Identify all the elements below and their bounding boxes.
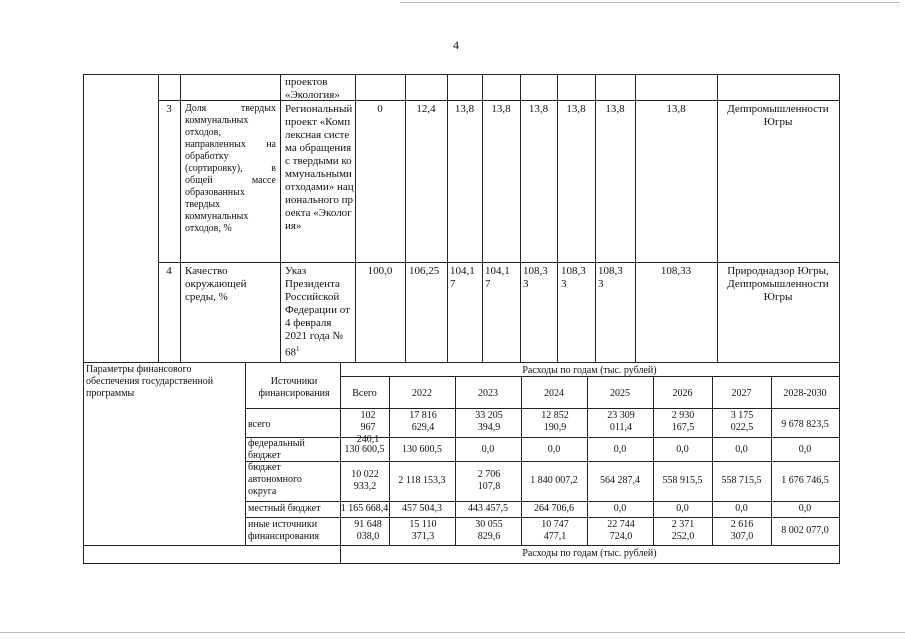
finance-cell: 0,0 (735, 503, 748, 514)
row4-number: 4 (166, 265, 172, 277)
finance-cell: 2 371 252,0 (671, 519, 695, 542)
finance-cell: 30 055 829,6 (475, 519, 503, 542)
finance-cell: 10 022 933,2 (351, 469, 379, 492)
finance-row-label: всего (248, 419, 271, 430)
finance-cell: 102 967 240,1 (356, 410, 380, 445)
finance-cell: 22 744 724,0 (607, 519, 635, 542)
finance-cell: 2 616 307,0 (730, 519, 754, 542)
row3-responsible: Деппромышленности Югры (727, 103, 829, 128)
finance-row-label: иные источники финансирования (248, 519, 320, 542)
col-header-total: Всего (352, 388, 377, 399)
finance-cell: 0,0 (613, 444, 627, 455)
finance-cell: 33 205 394,9 (475, 410, 503, 433)
finance-cell: 2 706 107,8 (477, 469, 501, 492)
row4-indicator-name: Качество окружающей среды, % (185, 265, 247, 303)
row3-number: 3 (166, 103, 172, 115)
row4-value-base: 100,0 (367, 265, 393, 277)
col-header-years-range: 2028-2030 (783, 388, 827, 399)
scan-edge-bottom (0, 632, 905, 633)
finance-cell: 1 165 668,4 (340, 503, 389, 514)
finance-cell: 10 747 477,1 (541, 519, 569, 542)
finance-cell: 457 504,3 (402, 503, 442, 514)
row3-value-target: 13,8 (666, 103, 686, 115)
finance-cell: 3 175 022,5 (730, 410, 754, 433)
finance-cell: 91 648 038,0 (354, 519, 382, 542)
finance-cell: 130 600,5 (344, 444, 385, 455)
col-header-year: 2026 (672, 388, 693, 399)
finance-cell: 0,0 (676, 444, 689, 455)
finance-cell: 558 715,5 (721, 475, 762, 486)
row4-responsible: Природнадзор Югры, Деппромышленности Югры (727, 265, 829, 303)
row2-basis-continued: проектов «Экология» (285, 76, 340, 101)
col-header-year: 2022 (412, 388, 432, 399)
row4-value: 108,33 (561, 265, 586, 290)
col-header-year: 2024 (544, 388, 564, 399)
row3-value: 13,8 (454, 103, 475, 115)
finance-cell: 8 002 077,0 (781, 525, 829, 536)
col-header-year: 2027 (731, 388, 752, 399)
finance-cell: 0,0 (798, 444, 812, 455)
finance-parameters-label: Параметры финансового обеспечения государственной программы (86, 364, 214, 399)
finance-cell: 2 930 167,5 (671, 410, 695, 433)
row3-basis: Региональный проект «Комплексная система обращения с твердыми коммунальными отходами» национального проекта «Экология» (285, 103, 354, 232)
finance-row-label: местный бюджет (248, 503, 321, 514)
finance-row-label: федеральный бюджет (248, 438, 305, 461)
col-header-year: 2023 (478, 388, 498, 399)
finance-cell: 12 852 190,9 (541, 410, 569, 433)
finance-cell: 0,0 (735, 444, 748, 455)
finance-cell: 0,0 (547, 444, 561, 455)
finance-cell: 558 915,5 (662, 475, 703, 486)
row4-value-target: 108,33 (660, 265, 692, 277)
finance-cell: 1 676 746,5 (781, 475, 829, 486)
finance-cell: 0,0 (676, 503, 689, 514)
finance-cell: 23 309 011,4 (607, 410, 635, 433)
row3-value: 13,8 (528, 103, 549, 115)
finance-row-label: бюджет автономного округа (248, 462, 302, 497)
finance-cell: 0,0 (613, 503, 627, 514)
row3-value: 13,8 (566, 103, 586, 115)
finance-cell: 264 706,6 (534, 503, 574, 514)
row3-value: 12,4 (416, 103, 436, 115)
spending-by-years-header-repeat: Расходы по годам (тыс. рублей) (522, 548, 657, 559)
sources-header: Источники финансирования (258, 376, 330, 399)
page-number: 4 (453, 38, 459, 52)
row3-value: 13,8 (605, 103, 625, 115)
row4-value: 108,33 (598, 265, 623, 290)
row4-value: 104,17 (450, 265, 475, 290)
finance-cell: 0,0 (481, 444, 495, 455)
row4-value: 108,33 (523, 265, 548, 290)
row4-value: 104,17 (485, 265, 510, 290)
finance-cell: 130 600,5 (402, 444, 442, 455)
finance-cell: 1 840 007,2 (530, 475, 578, 486)
finance-cell: 15 110 371,3 (409, 519, 437, 542)
finance-cell: 443 457,5 (468, 503, 508, 514)
scan-edge-top (400, 2, 900, 3)
col-header-year: 2025 (610, 388, 630, 399)
row3-value-base: 0 (377, 103, 383, 115)
row3-indicator-name: Доля твердых коммунальных отходов, направленных на обработку (сортировку), в общей массе образованных твердых коммунальных отходов, % (185, 103, 276, 234)
finance-cell: 17 816 629,4 (409, 410, 437, 433)
finance-cell: 9 678 823,5 (781, 419, 829, 430)
row4-value: 106,25 (409, 265, 440, 277)
finance-cell: 0,0 (798, 503, 812, 514)
finance-cell: 564 287,4 (600, 475, 640, 486)
row4-basis: Указ Президента Российской Федерации от 4 февраля 2021 года № $68^1$ (285, 265, 350, 359)
spending-by-years-header: Расходы по годам (тыс. рублей) (522, 365, 657, 376)
row3-value: 13,8 (491, 103, 511, 115)
finance-cell: 2 118 153,3 (398, 475, 446, 486)
